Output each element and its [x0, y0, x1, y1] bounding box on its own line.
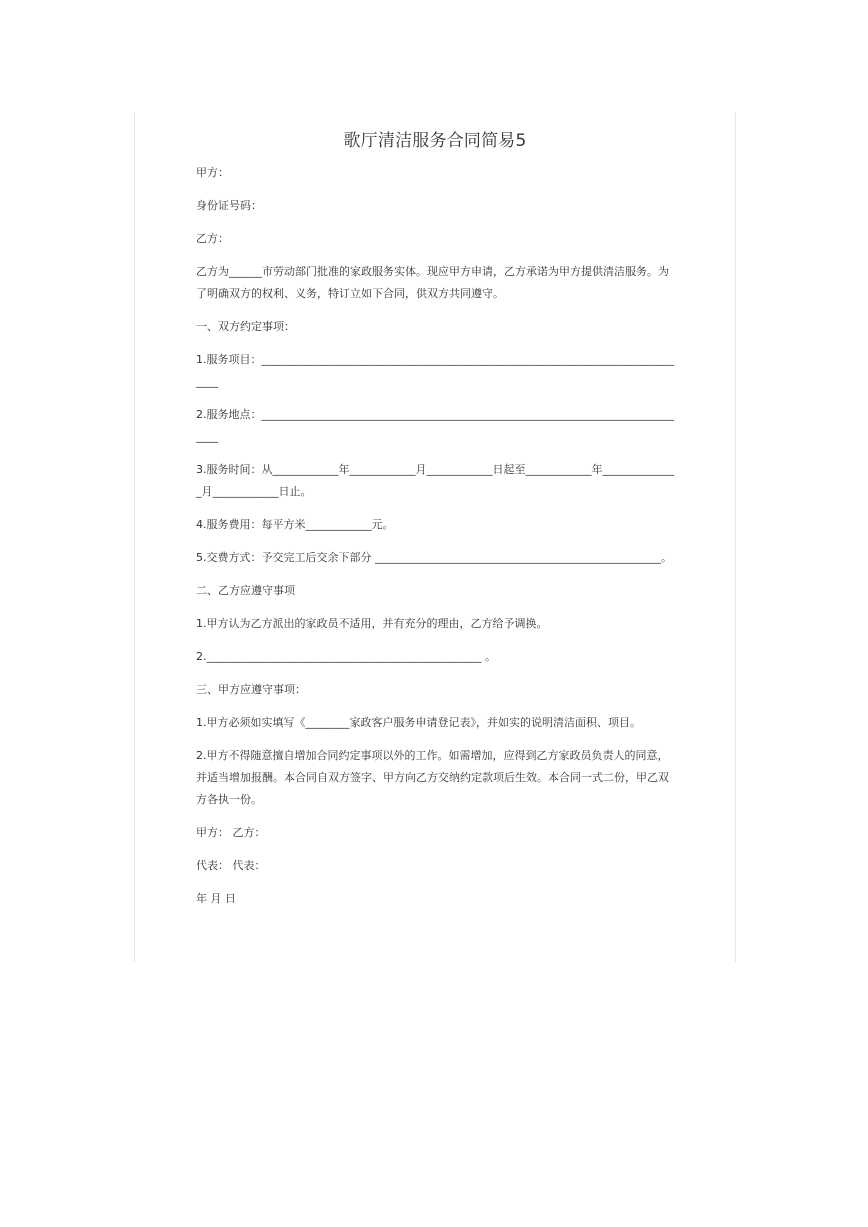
section-heading-agreed-items: 一、双方约定事项：	[196, 320, 295, 333]
document-body	[196, 162, 678, 921]
intro-paragraph: 乙方为______市劳动部门批准的家政服务实体。现应甲方申请，乙方承诺为甲方提供清洁服务。为了明确双方的权利、义务，特订立如下合同，供双方共同遵守。	[196, 265, 669, 300]
clause-b-1: 1.甲方认为乙方派出的家政员不适用，并有充分的理由，乙方给予调换。	[196, 617, 548, 630]
clause-a-1: 1.甲方必须如实填写《________家政客户服务申请登记表》，并如实的说明清洁面积、项目。	[196, 716, 641, 729]
clause-service-location: 2.服务地点：_______________________________________________________________________________	[196, 408, 674, 443]
party-a-line: 甲方：	[196, 166, 229, 179]
signature-representatives-line: 代表： 代表：	[196, 859, 266, 872]
clause-service-item: 1.服务项目：_______________________________________________________________________________	[196, 353, 674, 388]
section-heading-party-b-obligations: 二、乙方应遵守事项	[196, 584, 295, 597]
signature-parties-line: 甲方： 乙方：	[196, 826, 266, 839]
id-number-line: 身份证号码：	[196, 199, 262, 212]
party-b-line: 乙方：	[196, 232, 229, 245]
section-heading-party-a-obligations: 三、甲方应遵守事项：	[196, 683, 306, 696]
clause-service-fee: 4.服务费用：每平方米____________元。	[196, 518, 394, 531]
document-page	[134, 112, 736, 962]
signature-date-line: 年 月 日	[196, 892, 236, 905]
clause-payment-method: 5.交费方式：予交完工后交余下部分 ____________________________________________________。	[196, 551, 672, 564]
clause-service-time: 3.服务时间：从____________年____________月____________日起至____________年______________月____________日止。	[196, 463, 674, 498]
clause-a-2: 2.甲方不得随意擅自增加合同约定事项以外的工作。如需增加，应得到乙方家政员负责人的同意，并适当增加报酬。本合同自双方签字、甲方向乙方交纳约定款项后生效。本合同一式二份，甲乙双方各执一份。	[196, 749, 669, 806]
clause-b-2: 2.__________________________________________________ 。	[196, 650, 496, 663]
document-title: 歌厅清洁服务合同简易5	[343, 131, 527, 151]
